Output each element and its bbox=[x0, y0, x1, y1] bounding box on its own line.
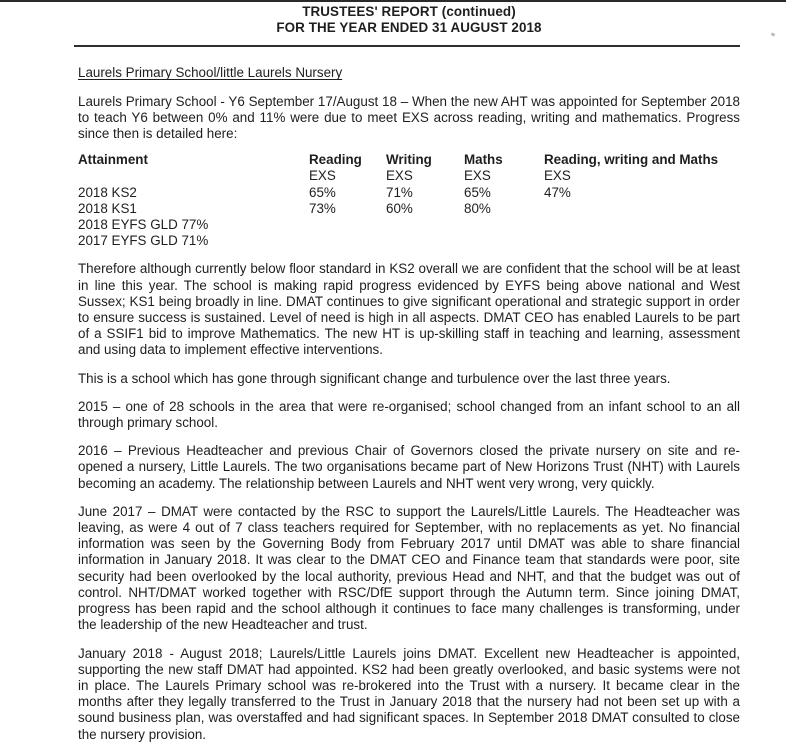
column-header-attainment: Attainment bbox=[78, 152, 148, 168]
table-row bbox=[78, 201, 740, 217]
report-subtitle: FOR THE YEAR ENDED 31 AUGUST 2018 bbox=[276, 20, 542, 36]
table-cell: 2018 KS1 bbox=[78, 200, 137, 216]
table-cell: 2017 EYFS GLD 71% bbox=[78, 233, 209, 249]
table-cell: EXS bbox=[386, 168, 413, 184]
table-cell bbox=[309, 233, 386, 249]
section-heading: Laurels Primary School/little Laurels Nursery bbox=[78, 65, 343, 81]
table-cell: 47% bbox=[544, 184, 571, 200]
table-cell: 2018 EYFS GLD 77% bbox=[78, 217, 209, 233]
document-header bbox=[78, 4, 740, 36]
table-cell bbox=[464, 217, 544, 233]
column-header-reading: Reading bbox=[309, 152, 362, 168]
change-summary-paragraph: This is a school which has gone through significant change and turbulence over the last three years. bbox=[78, 370, 671, 386]
june-2017-paragraph: June 2017 – DMAT were contacted by the RSC to support the Laurels/Little Laurels. The Headteacher was leaving, as were 4 out of 7 class teachers required for September, with no replacements as yet. No financial information was seen by the Governing Body from February 2017 until DMAT was able to share financial information in January 2018. It was clear to the DMAT CEO and Finance team that standards were poor, site security had been overlooked by the local authority, previous Head and NHT, and that the budget was out of control. NHT/DMAT worked together with RSC/DfE support through the Autumn term. Since joining DMAT, progress has been rapid and the school although it continues to face many challenges is transforming, under the leadership of the new Headteacher and trust. bbox=[78, 503, 740, 633]
year-2016-paragraph: 2016 – Previous Headteacher and previous Chair of Governors closed the private nursery on site and re-opened a nursery, Little Laurels. The two organisations became part of New Horizons Trust (NHT) with Laurels becoming an academy. The relationship between Laurels and NHT went very wrong, very quickly. bbox=[78, 443, 740, 491]
therefore-paragraph: Therefore although currently below floor standard in KS2 overall we are confident that the school will be at least in line this year. The school is making rapid progress evidenced by EYFS being above national and West Sussex; KS1 being broadly in line. DMAT continues to give significant operational and strategic support in order to ensure success is sustained. Level of need is high in all aspects. DMAT CEO has enabled Laurels to be part of a SSIF1 bid to improve Mathematics. The new HT is up-skilling staff in teaching and learning, assessment and using data to implement effective interventions. bbox=[78, 261, 740, 358]
table-cell bbox=[544, 217, 740, 233]
table-cell: 60% bbox=[386, 200, 413, 216]
table-cell bbox=[544, 233, 740, 249]
table-cell bbox=[544, 201, 740, 217]
column-header-maths: Maths bbox=[464, 152, 503, 168]
table-cell: 80% bbox=[464, 200, 491, 216]
column-header-writing: Writing bbox=[386, 152, 432, 168]
table-cell: EXS bbox=[544, 168, 571, 184]
table-cell: 2018 KS2 bbox=[78, 184, 137, 200]
table-cell: 65% bbox=[309, 184, 336, 200]
table-header-row bbox=[78, 152, 740, 168]
report-title: TRUSTEES' REPORT (continued) bbox=[302, 4, 516, 19]
scan-artifact-top-strip bbox=[0, 0, 786, 2]
table-row bbox=[78, 233, 740, 249]
header-rule bbox=[74, 45, 740, 47]
table-cell bbox=[464, 233, 544, 249]
table-cell: EXS bbox=[309, 168, 336, 184]
table-cell: 71% bbox=[386, 184, 413, 200]
attainment-table bbox=[78, 152, 740, 249]
table-row bbox=[78, 168, 740, 184]
table-cell: EXS bbox=[464, 168, 491, 184]
year-2015-paragraph: 2015 – one of 28 schools in the area that were re-organised; school changed from an infant school to an all through primary school. bbox=[78, 398, 740, 431]
table-cell bbox=[386, 233, 464, 249]
table-cell bbox=[386, 217, 464, 233]
column-header-rwm: Reading, writing and Maths bbox=[544, 152, 719, 168]
table-cell: 65% bbox=[464, 184, 491, 200]
january-2018-paragraph: January 2018 - August 2018; Laurels/Little Laurels joins DMAT. Excellent new Headteacher is appointed, supporting the new staff DMAT had appointed. KS2 had been greatly overlooked, and basic systems were not in place. The Laurels Primary school was re-brokered into the Trust with a nursery. It became clear in the months after they legally transferred to the Trust in January 2018 that the nursery had not been set up with a sound business plan, was overstaffed and had significant spaces. In September 2018 DMAT consulted to close the nursery provision. bbox=[78, 645, 740, 742]
table-row bbox=[78, 217, 740, 233]
intro-paragraph: Laurels Primary School - Y6 September 17/August 18 – When the new AHT was appointed for September 2018 to teach Y6 between 0% and 11% were due to meet EXS across reading, writing and mathematics. Progress since then is detailed here: bbox=[78, 93, 740, 142]
table-cell bbox=[309, 217, 386, 233]
table-row bbox=[78, 185, 740, 201]
table-cell bbox=[78, 168, 309, 184]
table-cell: 73% bbox=[309, 200, 336, 216]
